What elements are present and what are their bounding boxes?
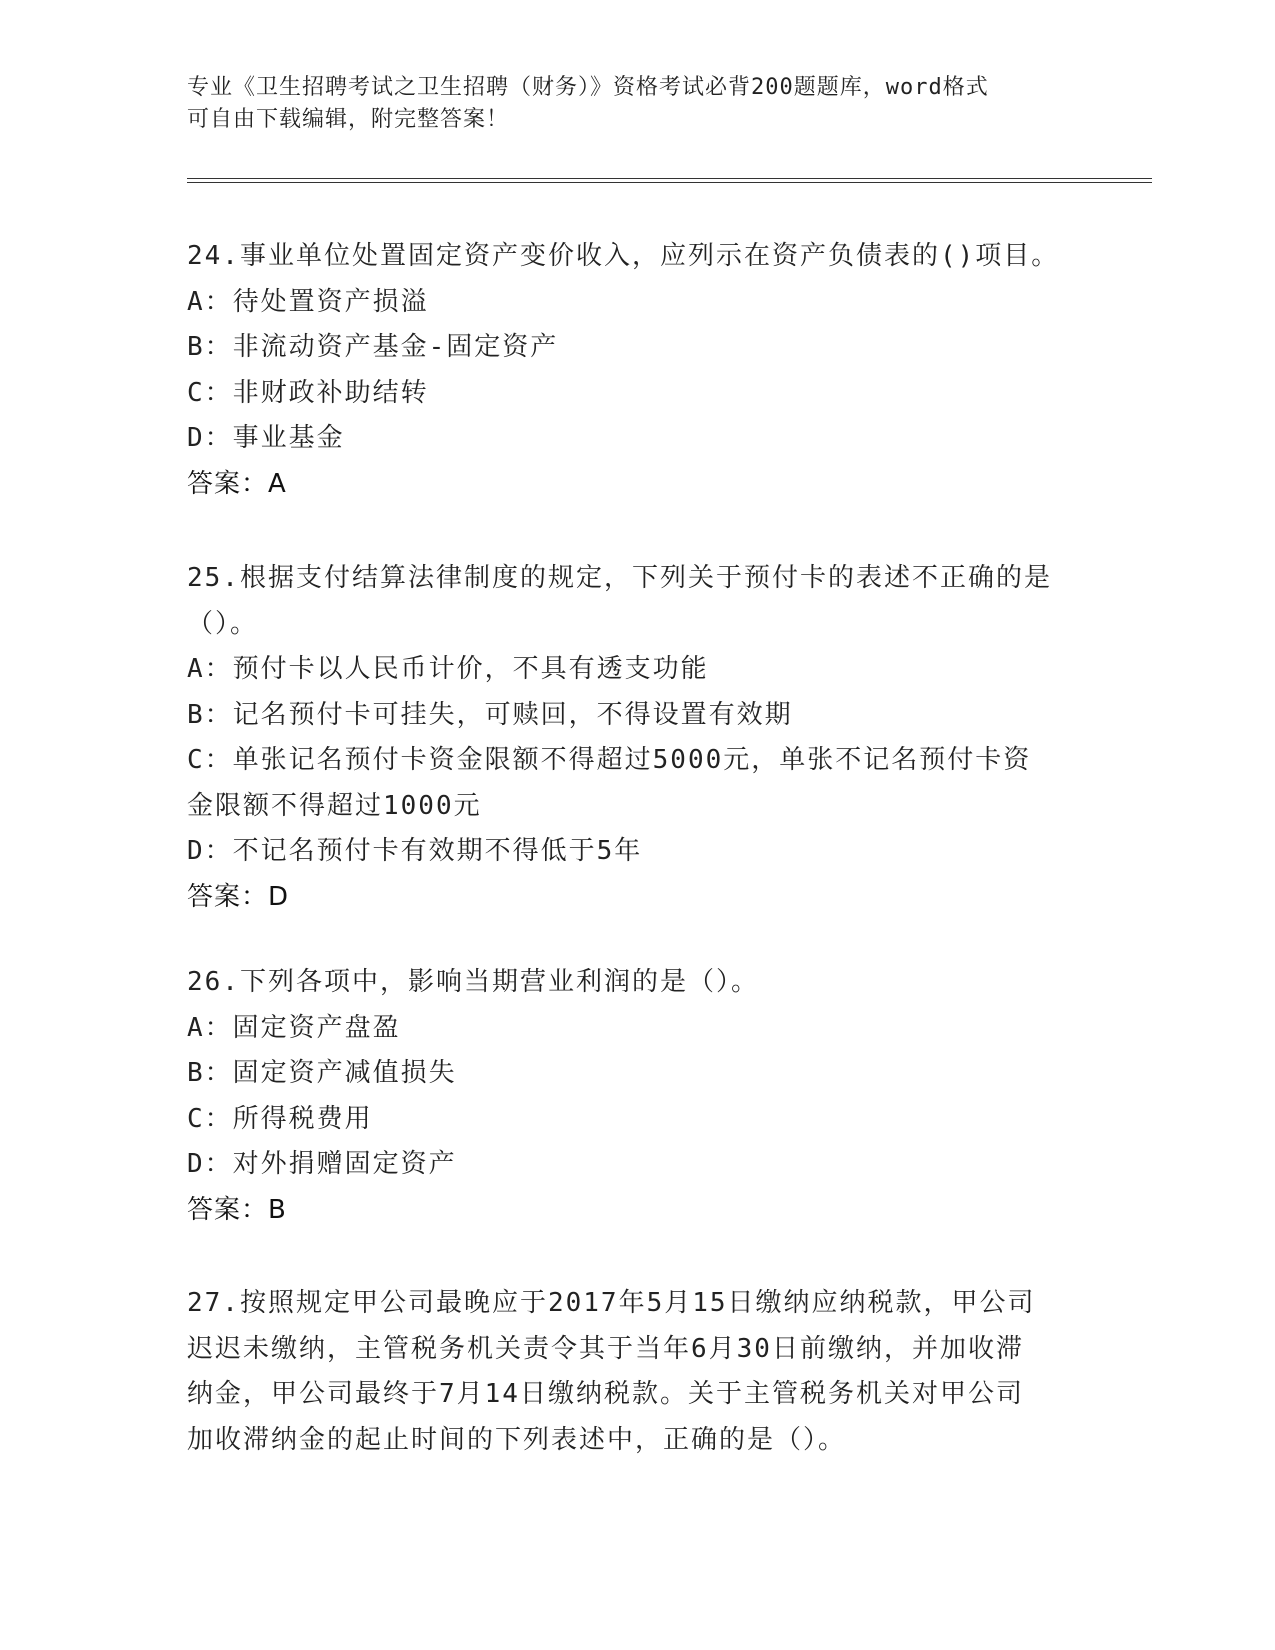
question-26-stem: 26.下列各项中，影响当期营业利润的是（）。: [187, 967, 759, 997]
question-25-stem-line-1: 25.根据支付结算法律制度的规定，下列关于预付卡的表述不正确的是: [187, 563, 1052, 593]
question-25-stem-line-2: （）。: [187, 608, 259, 639]
question-25-option-b: B：记名预付卡可挂失，可赎回，不得设置有效期: [187, 699, 793, 730]
question-26-option-c: C：所得税费用: [187, 1103, 373, 1134]
question-25-option-c-line-2: 金限额不得超过1000元: [187, 790, 482, 821]
question-24-option-c: C：非财政补助结转: [187, 377, 429, 408]
question-24-option-b: B：非流动资产基金-固定资产: [187, 332, 559, 362]
question-26: [187, 960, 1087, 1233]
question-24-option-a: A：待处置资产损溢: [187, 286, 429, 317]
question-26-option-a: A：固定资产盘盈: [187, 1012, 401, 1043]
question-27-stem-line-3: 纳金，甲公司最终于7月14日缴纳税款。关于主管税务机关对甲公司: [187, 1379, 1024, 1409]
question-24: [187, 234, 1087, 507]
question-25-answer: 答案：D: [187, 881, 290, 912]
document-header: [187, 72, 1067, 136]
header-line-1: 专业《卫生招聘考试之卫生招聘（财务）》资格考试必背200题题库，word格式: [187, 75, 989, 100]
question-26-option-b: B：固定资产减值损失: [187, 1058, 457, 1088]
question-27-stem-line-4: 加收滞纳金的起止时间的下列表述中，正确的是（）。: [187, 1424, 847, 1455]
question-24-stem: 24.事业单位处置固定资产变价收入，应列示在资产负债表的()项目。: [187, 241, 1060, 271]
question-24-option-d: D：事业基金: [187, 423, 345, 453]
header-line-2: 可自由下载编辑，附完整答案！: [187, 107, 510, 132]
header-divider-bottom: [187, 182, 1152, 183]
question-27-stem-line-2: 迟迟未缴纳，主管税务机关责令其于当年6月30日前缴纳，并加收滞: [187, 1333, 1024, 1364]
question-25: [187, 556, 1087, 920]
question-25-option-d: D：不记名预付卡有效期不得低于5年: [187, 836, 643, 866]
question-27-stem-line-1: 27.按照规定甲公司最晚应于2017年5月15日缴纳应纳税款，甲公司: [187, 1288, 1036, 1318]
question-27: [187, 1281, 1087, 1463]
question-25-option-a: A：预付卡以人民币计价，不具有透支功能: [187, 654, 709, 684]
header-divider-top: [187, 178, 1152, 179]
question-26-option-d: D：对外捐赠固定资产: [187, 1149, 457, 1179]
question-26-answer: 答案：B: [187, 1194, 287, 1225]
question-24-answer: 答案：A: [187, 468, 287, 499]
question-25-option-c-line-1: C：单张记名预付卡资金限额不得超过5000元，单张不记名预付卡资: [187, 745, 1032, 775]
